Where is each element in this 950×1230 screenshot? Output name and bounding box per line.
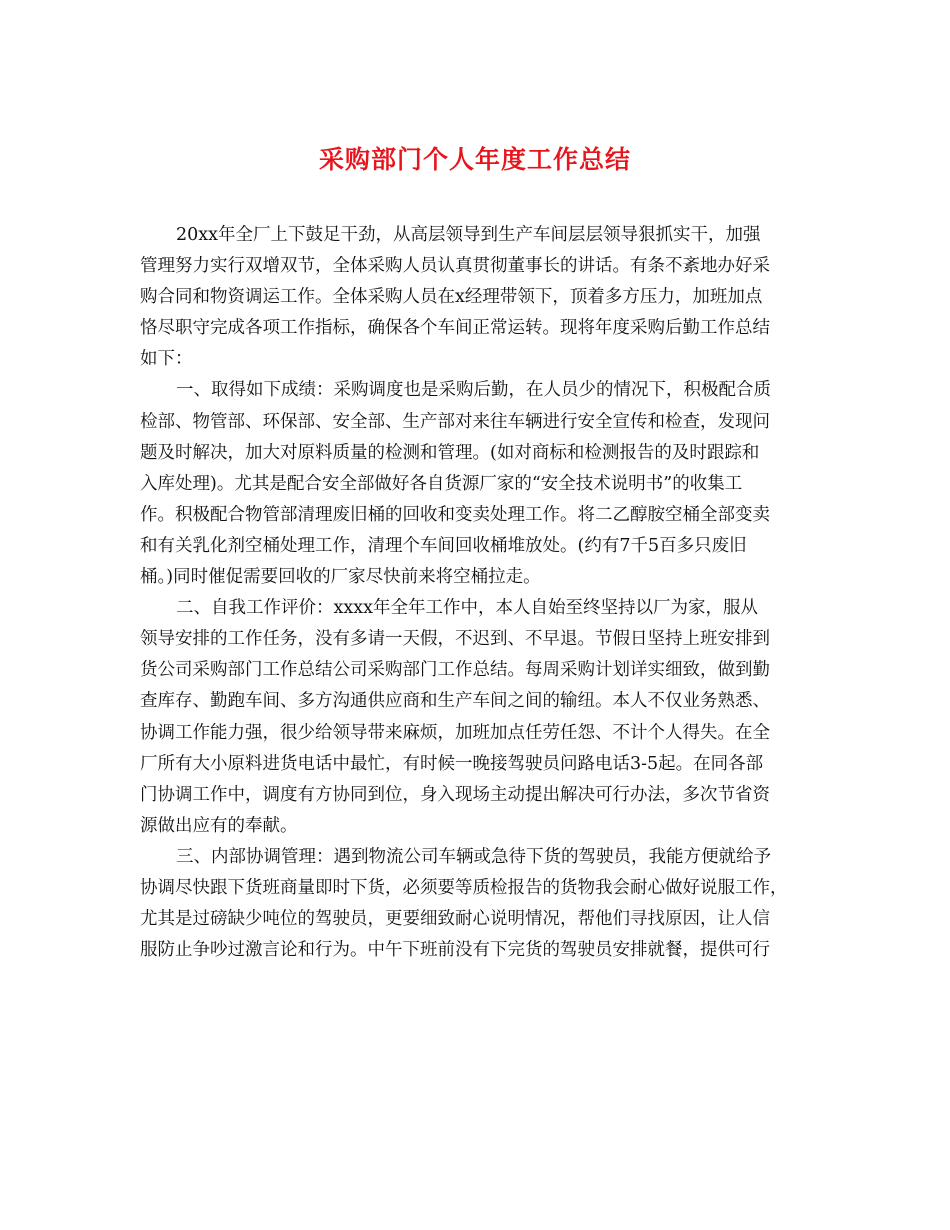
paragraph-1-line-3: 购合同和物资调运工作。全体采购人员在x经理带领下，顶着多方压力，加班加点	[140, 287, 763, 308]
paragraph-4-line-4: 服防止争吵过激言论和行为。中午下班前没有下完货的驾驶员安排就餐，提供可行	[140, 940, 770, 961]
paragraph-3-line-1: 二、自我工作评价：xxxx年全年工作中，本人自始至终坚持以厂为家，服从	[176, 598, 758, 619]
paragraph-4-line-1: 三、内部协调管理：遇到物流公司车辆或急待下货的驾驶员，我能方便就给予	[176, 846, 771, 867]
paragraph-1-line-4: 恪尽职守完成各项工作指标，确保各个车间正常运转。现将年度采购后勤工作总结	[140, 318, 770, 339]
document-body	[140, 220, 812, 966]
paragraph-2-line-5: 作。积极配合物管部清理废旧桶的回收和变卖处理工作。将二乙醇胺空桶全部变卖	[140, 504, 770, 525]
paragraph-3-line-5: 协调工作能力强，很少给领导带来麻烦，加班加点任劳任怨、不计个人得失。在全	[140, 722, 770, 743]
paragraph-3-line-3: 货公司采购部门工作总结公司采购部门工作总结。每周采购计划详实细致，做到勤	[140, 660, 770, 681]
paragraph-1-line-2: 管理努力实行双增双节，全体采购人员认真贯彻董事长的讲话。有条不紊地办好采	[140, 256, 770, 277]
paragraph-2-line-2: 检部、物管部、环保部、安全部、生产部对来往车辆进行安全宣传和检查，发现问	[140, 411, 770, 432]
paragraph-2-line-4: 入库处理)。尤其是配合安全部做好各自货源厂家的“安全技术说明书”的收集工	[140, 473, 743, 494]
paragraph-3-line-4: 查库存、勤跑车间、多方沟通供应商和生产车间之间的输纽。本人不仅业务熟悉、	[140, 691, 770, 712]
paragraph-3-line-6: 厂所有大小原料进货电话中最忙，有时候一晚接驾驶员问路电话3-5起。在同各部	[140, 753, 764, 774]
paragraph-3-line-8: 源做出应有的奉献。	[140, 815, 298, 836]
paragraph-2-line-6: 和有关乳化剂空桶处理工作，清理个车间回收桶堆放处。(约有7千5百多只废旧	[140, 535, 747, 556]
paragraph-3-line-7: 门协调工作中，调度有方协同到位，身入现场主动提出解决可行办法，多次节省资	[140, 784, 770, 805]
document-title: 采购部门个人年度工作总结	[318, 145, 631, 174]
paragraph-3-line-2: 领导安排的工作任务，没有多请一天假，不迟到、不早退。节假日坚持上班安排到	[140, 629, 770, 650]
paragraph-2-line-3: 题及时解决，加大对原料质量的检测和管理。(如对商标和检测报告的及时跟踪和	[140, 442, 760, 463]
paragraph-4-line-3: 尤其是过磅缺少吨位的驾驶员，更要细致耐心说明情况，帮他们寻找原因，让人信	[140, 909, 770, 930]
paragraph-2-line-1: 一、取得如下成绩：采购调度也是采购后勤，在人员少的情况下，积极配合质	[176, 380, 771, 401]
paragraph-1-line-1: 20xx年全厂上下鼓足干劲，从高层领导到生产车间层层领导狠抓实干，加强	[176, 225, 761, 245]
paragraph-2-line-7: 桶。)同时催促需要回收的厂家尽快前来将空桶拉走。	[140, 567, 541, 588]
paragraph-4-line-2: 协调尽快跟下货班商量即时下货，必须要等质检报告的货物我会耐心做好说服工作，	[140, 877, 788, 898]
paragraph-1-line-5: 如下：	[140, 349, 193, 370]
